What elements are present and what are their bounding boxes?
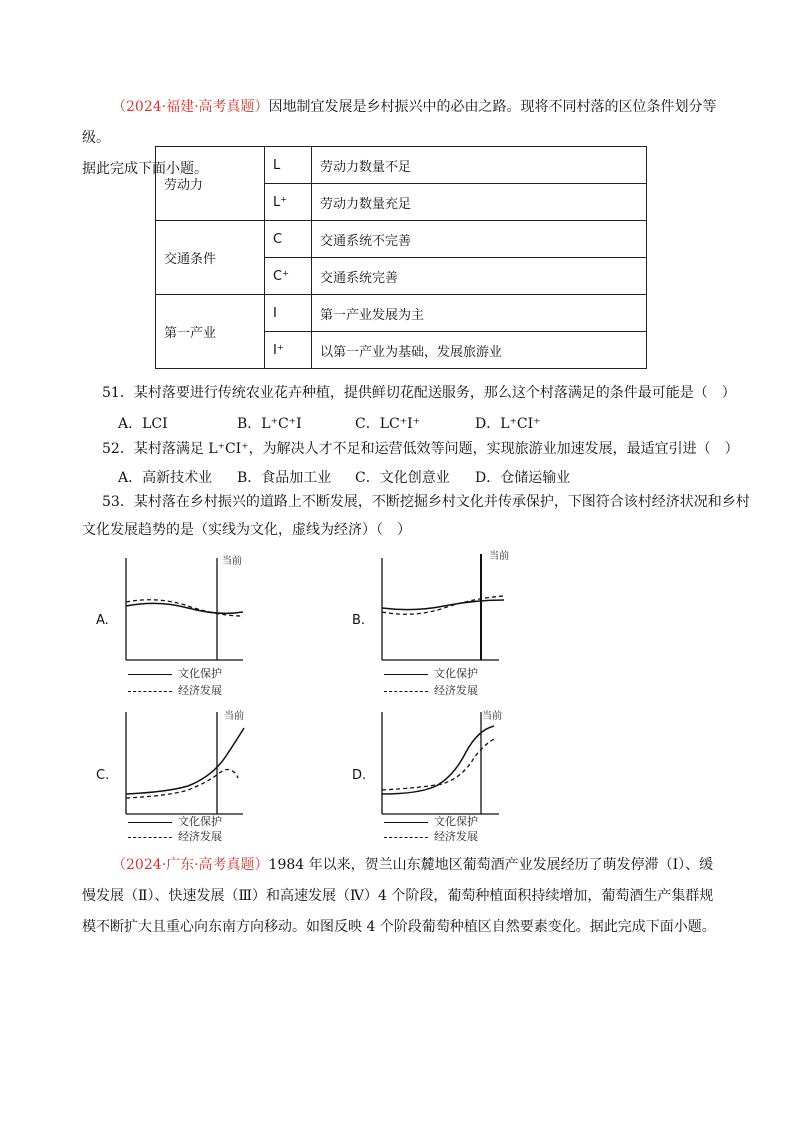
q52-option-c[interactable]: C．文化创意业 [355,470,450,486]
q51-option-a[interactable]: A．LCI [118,416,168,432]
q51-option-c[interactable]: C．LC⁺I⁺ [355,416,421,432]
desc-cell: 劳动力数量充足 [312,184,647,221]
economy-line [382,596,504,614]
q52-option-d[interactable]: D．仓储运输业 [475,470,571,486]
graph-a-now-label: 当前 [222,556,242,567]
code-cell: L [265,147,312,184]
table-row [156,295,647,332]
q52-option-a[interactable]: A．高新技术业 [118,470,213,486]
desc-cell: 第一产业发展为主 [312,295,647,332]
graph-b-legend-dashed: 经济发展 [384,682,478,698]
source-tag-guangdong: （2024·广东·高考真题） [112,857,269,873]
q51-option-b[interactable]: B．L⁺C⁺I [237,416,302,432]
code-cell: I [265,295,312,332]
culture-line [126,728,244,794]
question-52-stem: 52．某村落满足 L⁺CI⁺，为解决人才不足和运营低效等问题，实现旅游业加速发展，最适宜引进（ ） [102,441,739,457]
intro2-line1: 1984 年以来，贺兰山东麓地区葡萄酒产业发展经历了萌发停滞（Ⅰ）、缓 [268,857,714,873]
question-51-stem: 51．某村落要进行传统农业花卉种植，提供鲜切花配送服务，那么这个村落满足的条件最可能是（ ） [102,385,736,401]
category-transport: 交通条件 [156,221,265,295]
graph-b-now-label: 当前 [489,551,509,562]
q51-option-d[interactable]: D．L⁺CI⁺ [475,416,541,432]
graph-b [374,550,509,670]
code-cell: L⁺ [265,184,312,221]
graph-a [118,550,253,670]
culture-line [382,600,504,610]
intro1-line1: 因地制宜发展是乡村振兴中的必由之路。现将不同村落的区位条件划分等级。 [82,99,717,146]
question-53-line1: 53．某村落在乡村振兴的道路上不断发展，不断挖掘乡村文化并传承保护，下图符合该村经济状况和乡村 [102,494,750,510]
graph-c-legend-solid: 文化保护 [128,813,222,829]
graph-d [374,706,509,824]
source-tag-fujian: （2024·福建·高考真题） [112,99,269,115]
graph-a-legend-solid: 文化保护 [128,665,222,681]
graph-c-now-label: 当前 [224,711,244,722]
code-cell: C [265,221,312,258]
table-row [156,147,647,184]
intro-paragraph-2 [82,850,732,943]
graph-b-legend-solid: 文化保护 [384,665,478,681]
desc-cell: 交通系统完善 [312,258,647,295]
graph-a-legend-dashed: 经济发展 [128,682,222,698]
graph-d-legend-solid: 文化保护 [384,813,478,829]
culture-line [382,726,494,794]
intro1-line2: 据此完成下面小题。 [82,161,208,177]
table-row [156,221,647,258]
graph-d-legend-dashed: 经济发展 [384,828,478,844]
graph-a-letter[interactable]: A. [96,613,109,628]
graph-d-now-label: 当前 [482,711,502,722]
code-cell: C⁺ [265,258,312,295]
graph-d-letter[interactable]: D. [352,768,367,783]
desc-cell: 劳动力数量不足 [312,147,647,184]
category-primary-industry: 第一产业 [156,295,265,369]
desc-cell: 以第一产业为基础，发展旅游业 [312,332,647,369]
location-condition-table [155,146,647,369]
question-53-line2: 文化发展趋势的是（实线为文化，虚线为经济）（ ） [82,522,411,538]
category-labor: 劳动力 [156,147,265,221]
graph-c-letter[interactable]: C. [96,768,110,783]
intro2-line2: 慢发展（Ⅱ）、快速发展（Ⅲ）和高速发展（Ⅳ）4 个阶段，葡萄种植面积持续增加，葡萄酒生产集群规 [82,888,714,904]
graph-b-letter[interactable]: B. [352,613,366,628]
desc-cell: 交通系统不完善 [312,221,647,258]
intro2-line3: 模不断扩大且重心向东南方向移动。如图反映 4 个阶段葡萄种植区自然要素变化。据此完成下面小题。 [82,919,716,935]
graph-c [118,706,253,824]
graph-c-legend-dashed: 经济发展 [128,828,222,844]
code-cell: I⁺ [265,332,312,369]
q52-option-b[interactable]: B．食品加工业 [237,470,332,486]
economy-line [382,738,496,790]
